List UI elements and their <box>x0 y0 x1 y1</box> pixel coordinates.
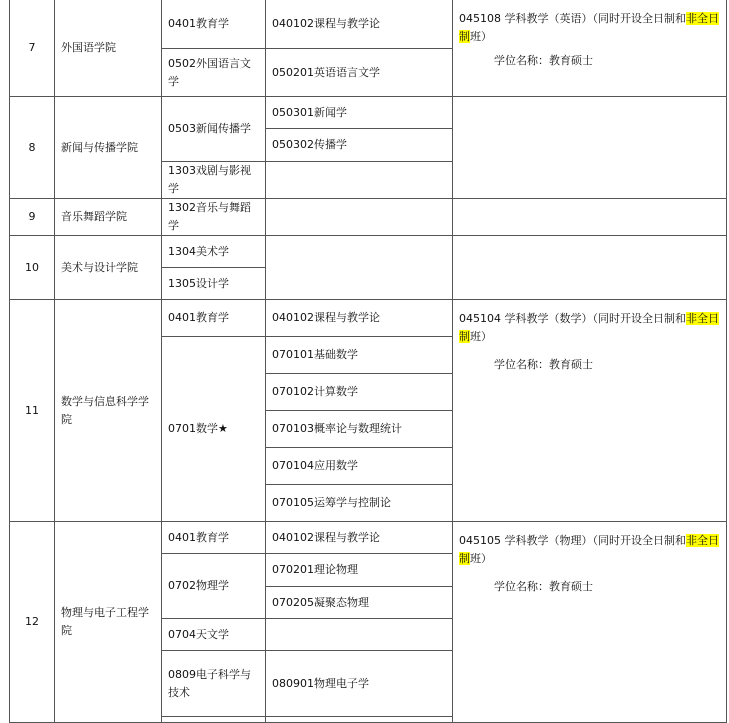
major-cell: 0701数学★ <box>162 337 266 522</box>
highlight-mark: 制 <box>459 552 470 565</box>
sub-major-cell: 070104应用数学 <box>266 448 453 485</box>
major-cell: 1304美术学 <box>162 236 266 268</box>
major-cell: 1303戏剧与影视学 <box>162 162 266 199</box>
major-cell-empty <box>162 717 266 723</box>
sub-major-cell: 070105运筹学与控制论 <box>266 485 453 522</box>
sub-major-cell-empty <box>266 162 453 199</box>
highlight-mark: 制 <box>459 330 470 343</box>
row-number: 8 <box>10 97 55 199</box>
college-name: 音乐舞蹈学院 <box>55 199 162 236</box>
major-cell: 1302音乐与舞蹈学 <box>162 199 266 236</box>
degree-code: 045108 学科教学（英语）（同时开设全日制和 <box>459 12 686 25</box>
row-number: 9 <box>10 199 55 236</box>
degree-programs-table <box>9 0 727 723</box>
college-name: 新闻与传播学院 <box>55 97 162 199</box>
degree-tail: 班） <box>470 552 492 565</box>
sub-major-cell: 050302传播学 <box>266 129 453 162</box>
major-cell: 0502外国语言文学 <box>162 49 266 97</box>
sub-major-cell-empty <box>266 199 453 236</box>
sub-major-cell: 070101基础数学 <box>266 337 453 374</box>
row-number: 12 <box>10 522 55 723</box>
major-cell: 1305设计学 <box>162 268 266 300</box>
sub-major-cell-empty <box>266 619 453 651</box>
table-row <box>10 97 727 129</box>
table-row <box>10 522 727 554</box>
row-number: 7 <box>10 0 55 97</box>
major-cell: 0704天文学 <box>162 619 266 651</box>
sub-major-cell: 050201英语语言文学 <box>266 49 453 97</box>
degree-line <box>459 532 720 550</box>
degree-line <box>459 550 720 568</box>
major-cell: 0503新闻传播学 <box>162 97 266 162</box>
sub-major-cell: 070102计算数学 <box>266 374 453 411</box>
sub-major-cell: 050301新闻学 <box>266 97 453 129</box>
sub-major-cell: 040102课程与教学论 <box>266 300 453 337</box>
degree-tail: 班） <box>470 330 492 343</box>
degree-cell-empty <box>453 236 727 300</box>
degree-award: 学位名称：教育硕士 <box>494 358 593 371</box>
table-row <box>10 0 727 49</box>
row-number: 10 <box>10 236 55 300</box>
sub-major-cell-empty <box>266 236 453 300</box>
sub-major-cell: 070103概率论与数理统计 <box>266 411 453 448</box>
sub-major-cell: 070205凝聚态物理 <box>266 587 453 619</box>
degree-code: 045105 学科教学（物理）（同时开设全日制和 <box>459 534 686 547</box>
row-number: 11 <box>10 300 55 522</box>
major-cell: 0401教育学 <box>162 0 266 49</box>
table-row <box>10 236 727 268</box>
degree-cell-empty <box>453 199 727 236</box>
degree-award: 学位名称：教育硕士 <box>494 54 593 67</box>
college-name: 数学与信息科学学院 <box>55 300 162 522</box>
college-name: 外国语学院 <box>55 0 162 97</box>
table-row <box>10 199 727 236</box>
college-name: 物理与电子工程学院 <box>55 522 162 723</box>
degree-cell <box>453 0 727 97</box>
major-cell: 0809电子科学与技术 <box>162 651 266 717</box>
major-cell: 0401教育学 <box>162 522 266 554</box>
highlight-mark: 非全日 <box>686 12 719 25</box>
degree-code: 045104 学科教学（数学）（同时开设全日制和 <box>459 312 686 325</box>
degree-line <box>459 328 720 346</box>
major-cell: 0702物理学 <box>162 554 266 619</box>
sub-major-cell: 040102课程与教学论 <box>266 522 453 554</box>
highlight-mark: 非全日 <box>686 534 719 547</box>
degree-cell <box>453 522 727 723</box>
major-cell: 0401教育学 <box>162 300 266 337</box>
degree-tail: 班） <box>470 30 492 43</box>
degree-line <box>459 310 720 328</box>
sub-major-cell-empty <box>266 717 453 723</box>
college-name: 美术与设计学院 <box>55 236 162 300</box>
degree-cell <box>453 300 727 522</box>
table-row <box>10 300 727 337</box>
degree-award: 学位名称：教育硕士 <box>494 580 593 593</box>
highlight-mark: 非全日 <box>686 312 719 325</box>
sub-major-cell: 080901物理电子学 <box>266 651 453 717</box>
highlight-mark: 制 <box>459 30 470 43</box>
sub-major-cell: 070201理论物理 <box>266 554 453 587</box>
sub-major-cell: 040102课程与教学论 <box>266 0 453 49</box>
degree-line <box>459 28 720 46</box>
degree-cell-empty <box>453 97 727 199</box>
degree-line <box>459 10 720 28</box>
